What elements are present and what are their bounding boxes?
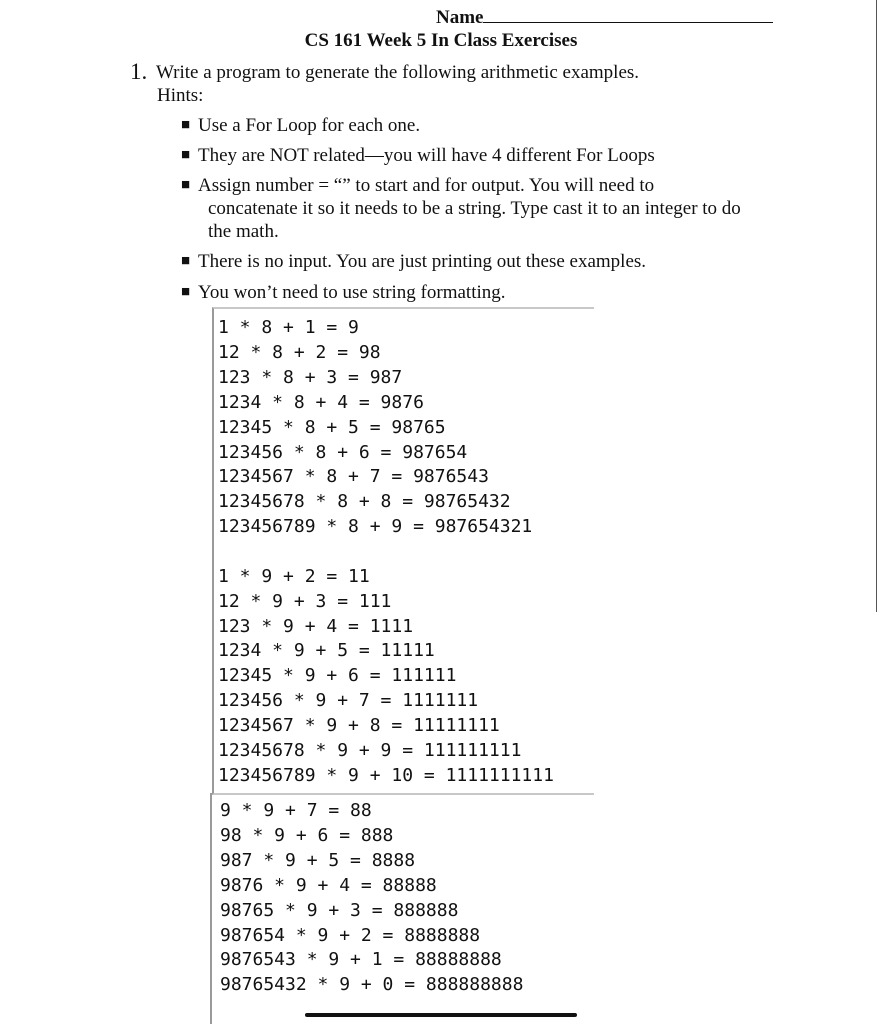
hint-text: Assign number = “” to start and for output. You will need to [198,175,655,196]
bullet-icon: ■ [181,284,191,300]
output-line: 98 * 9 + 6 = 888 [220,825,394,846]
output-line: 1234567 * 9 + 8 = 11111111 [218,715,500,736]
output-line: 12345678 * 9 + 9 = 111111111 [218,740,522,761]
output-line: 9 * 9 + 7 = 88 [220,800,372,821]
output-line: 123456789 * 9 + 10 = 1111111111 [218,765,554,786]
hint-item [181,144,778,167]
output-line: 987654 * 9 + 2 = 8888888 [220,925,481,946]
name-blank-line [483,6,773,23]
question-text: Write a program to generate the following arithmetic examples. [156,62,640,83]
console-output-box [212,307,594,795]
home-indicator-bar[interactable] [305,1013,577,1017]
document-title: CS 161 Week 5 In Class Exercises [304,30,578,51]
output-line: 12345 * 9 + 6 = 111111 [218,665,457,686]
output-line: 987 * 9 + 5 = 8888 [220,850,416,871]
output-line: 123456 * 8 + 6 = 987654 [218,442,468,463]
page-edge-rule [876,0,877,612]
output-line: 98765432 * 9 + 0 = 888888888 [220,974,524,995]
hints-label: Hints: [157,85,204,106]
output-line: 1234567 * 8 + 7 = 9876543 [218,466,489,487]
hint-text-continued: the math. [208,221,279,242]
hint-text: There is no input. You are just printing out these examples. [198,251,647,272]
hint-text-continued: concatenate it so it needs to be a string. Type cast it to an integer to do [208,198,741,219]
hint-text: They are NOT related—you will have 4 different For Loops [198,145,655,166]
output-line: 12345678 * 8 + 8 = 98765432 [218,491,511,512]
bullet-icon: ■ [181,147,191,163]
output-line: 1 * 9 + 2 = 11 [218,566,370,587]
hint-item [181,174,778,243]
bullet-icon: ■ [181,253,191,269]
output-line: 9876 * 9 + 4 = 88888 [220,875,437,896]
console-output-box [210,793,592,1024]
output-line: 123 * 9 + 4 = 1111 [218,616,414,637]
output-line: 9876543 * 9 + 1 = 88888888 [220,949,502,970]
hint-item [181,114,778,137]
hint-item [181,250,778,273]
output-line: 1234 * 8 + 4 = 9876 [218,392,424,413]
output-line: 123 * 8 + 3 = 987 [218,367,403,388]
output-line: 12345 * 8 + 5 = 98765 [218,417,446,438]
name-label: Name [436,7,484,28]
output-line: 1234 * 9 + 5 = 11111 [218,640,435,661]
output-line: 12 * 8 + 2 = 98 [218,342,381,363]
output-line: 98765 * 9 + 3 = 888888 [220,900,459,921]
name-field [436,6,773,29]
hint-text: You won’t need to use string formatting. [198,282,506,303]
question-number: 1. [130,59,148,84]
output-line: 12 * 9 + 3 = 111 [218,591,392,612]
output-line: 123456789 * 8 + 9 = 987654321 [218,516,533,537]
output-line: 1 * 8 + 1 = 9 [218,317,359,338]
bullet-icon: ■ [181,177,191,193]
hint-item [181,281,778,304]
hint-text: Use a For Loop for each one. [198,115,421,136]
output-line: 123456 * 9 + 7 = 1111111 [218,690,479,711]
bullet-icon: ■ [181,117,191,133]
